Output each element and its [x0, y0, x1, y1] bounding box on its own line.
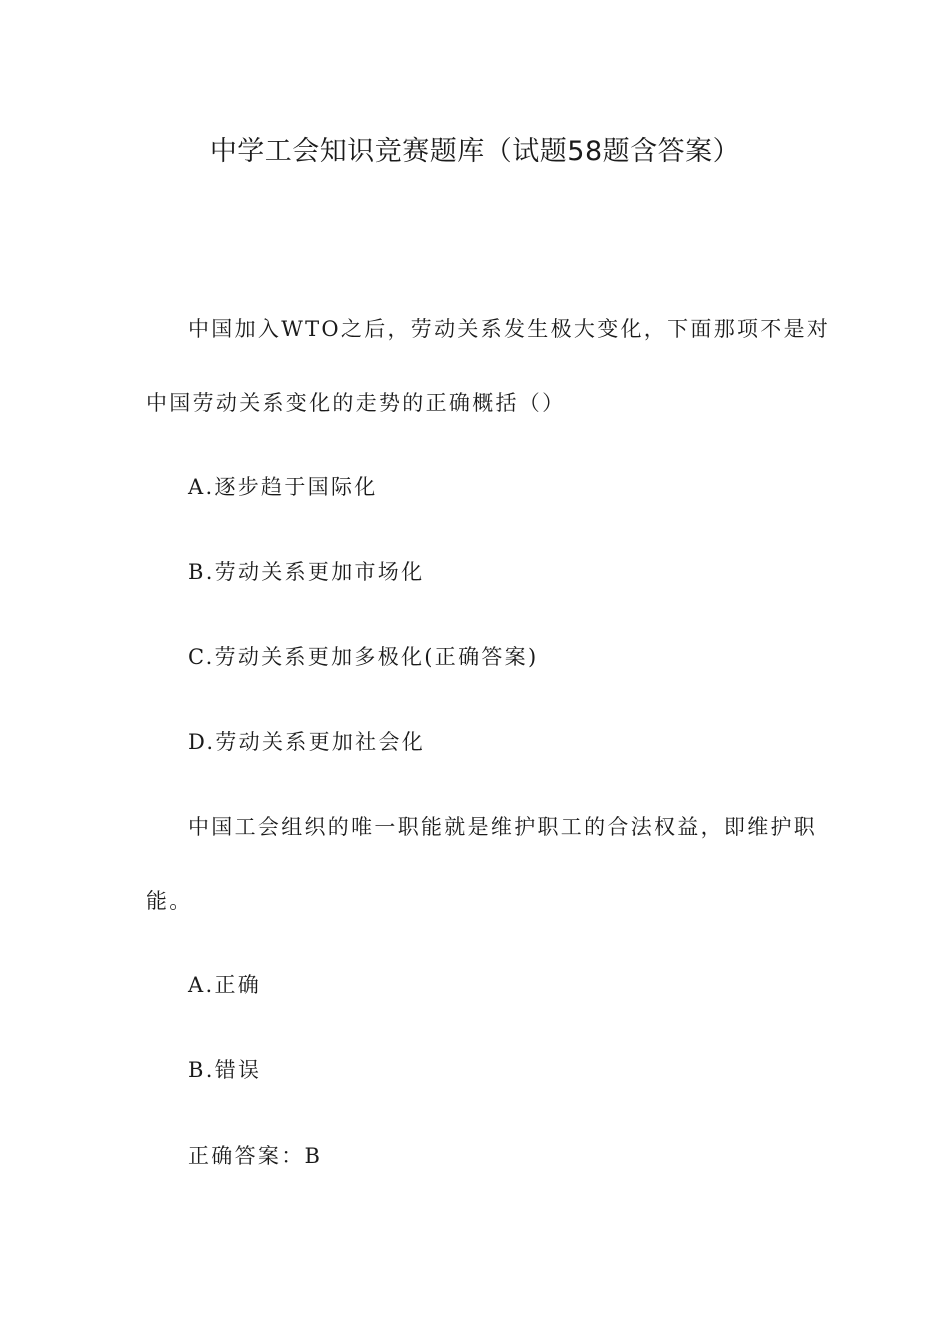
document-title: 中学工会知识竞赛题库（试题58题含答案） — [209, 136, 741, 167]
question-1-option-b: B.劳动关系更加市场化 — [188, 560, 425, 584]
question-1-option-c: C.劳动关系更加多极化(正确答案) — [188, 645, 539, 669]
question-1-option-a: A.逐步趋于国际化 — [188, 475, 378, 499]
question-2-option-a: A.正确 — [188, 973, 262, 997]
question-1-option-d: D.劳动关系更加社会化 — [188, 730, 426, 754]
question-1-stem-line-1: 中国加入WTO之后，劳动关系发生极大变化，下面那项不是对 — [188, 317, 831, 341]
question-1-stem-line-2: 中国劳动关系变化的走势的正确概括（） — [146, 391, 566, 415]
question-2-stem-line-1: 中国工会组织的唯一职能就是维护职工的合法权益，即维护职 — [188, 815, 818, 839]
question-2-answer: 正确答案：B — [188, 1144, 323, 1168]
question-2-option-b: B.错误 — [188, 1058, 262, 1082]
question-2-stem-line-2: 能。 — [146, 889, 193, 913]
